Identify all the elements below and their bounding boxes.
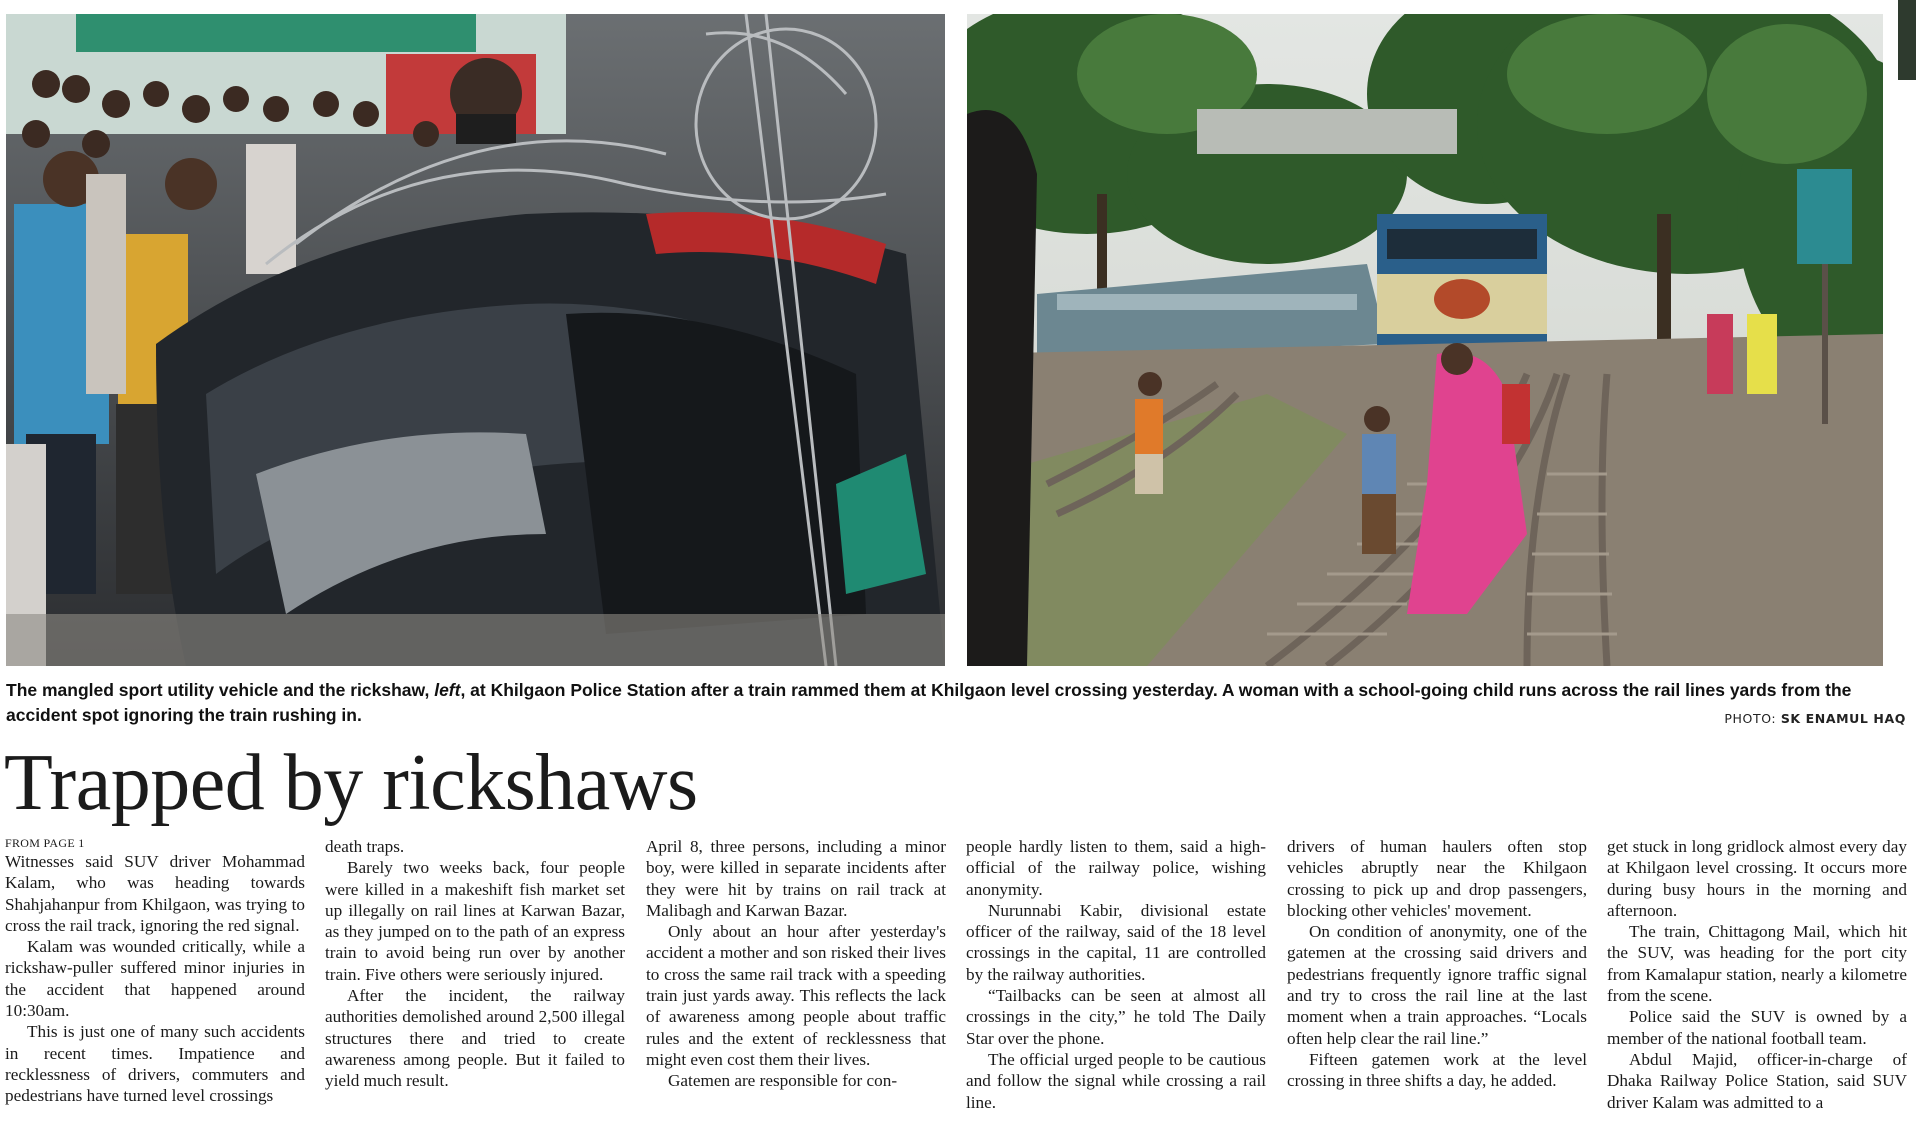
wrecked-vehicle-illustration [6, 14, 945, 666]
caption-text: The mangled sport utility vehicle and the rickshaw, [6, 680, 435, 700]
article-column-4 [966, 836, 1266, 1139]
paragraph: “Tailbacks can be seen at almost all crossings in the city,” he told The Daily Star over the phone. [966, 986, 1266, 1048]
paragraph: Abdul Majid, officer-in-charge of Dhaka Railway Police Station, said SUV driver Kalam was admitted to a [1607, 1049, 1907, 1112]
wrecked-vehicle-photo [6, 14, 945, 666]
paragraph: drivers of human haulers often stop vehicles abruptly near the Khilgaon crossing to pick up and drop passengers, blocking other vehicles' movement. [1287, 837, 1587, 920]
paragraph: Nurunnabi Kabir, divisional estate officer of the railway, said of the 18 level crossings in the capital, 11 are controlled by the railway authorities. [966, 900, 1266, 984]
article-column-6 [1607, 836, 1907, 1139]
paragraph: Witnesses said SUV driver Mohammad Kalam, who was heading towards Shahjahanpur from Khilgaon, was trying to cross the rail track, ignoring the red signal. [5, 852, 305, 935]
paragraph: After the incident, the railway authorities demolished around 2,500 illegal structures there and tried to create awareness among people. But it failed to yield much result. [325, 986, 625, 1091]
paragraph: This is just one of many such accidents in recent times. Impatience and recklessness of drivers, commuters and pedestrians have turned level crossings [5, 1022, 305, 1106]
paragraph: Gatemen are responsible for con- [668, 1071, 898, 1091]
paragraph: Kalam was wounded critically, while a rickshaw-puller suffered minor injuries in the accident that happened around 10:30am. [5, 937, 305, 1021]
paragraph: get stuck in long gridlock almost every day at Khilgaon level crossing. It occurs more during busy hours in the morning and afternoon. [1607, 837, 1907, 920]
adjacent-page-edge [1898, 0, 1916, 80]
caption-italic: left [434, 680, 461, 700]
paragraph: On condition of anonymity, one of the gatemen at the crossing said drivers and pedestrians frequently ignore traffic signal and try to cross the rail line at the last moment when a train approaches. “Locals often help clear the rail line.” [1287, 922, 1587, 1048]
paragraph: Fifteen gatemen work at the level crossing in three shifts a day, he added. [1287, 1049, 1587, 1091]
photo-credit [1724, 711, 1906, 726]
paragraph: death traps. [325, 837, 405, 856]
rail-crossing-illustration [967, 14, 1883, 666]
paragraph: The official urged people to be cautious and follow the signal while crossing a rail line. [966, 1049, 1266, 1112]
jump-line: FROM PAGE 1 [5, 836, 85, 850]
photo-caption [6, 678, 1886, 728]
paragraph: Police said the SUV is owned by a member of the national football team. [1607, 1007, 1907, 1048]
article-column-3 [646, 836, 946, 1139]
paragraph: Barely two weeks back, four people were killed in a makeshift fish market set up illegally on rail lines at Karwan Bazar, as they jumped on to the path of an express train to avoid being run over by another train. Five others were seriously injured. [325, 858, 625, 984]
rail-crossing-photo [967, 14, 1883, 666]
paragraph: April 8, three persons, including a minor boy, were killed in separate incidents after they were hit by trains on rail track at Malibagh and Karwan Bazar. [646, 837, 946, 920]
photographer-name: SK ENAMUL HAQ [1780, 711, 1906, 726]
article-column-2 [325, 836, 625, 1139]
paragraph: Only about an hour after yesterday's accident a mother and son risked their lives to cross the same rail track with a speeding train just yards away. This reflects the lack of awareness among people about traffic rules and the extent of recklessness that might even cost them their lives. [646, 922, 946, 1069]
headline: Trapped by rickshaws [4, 739, 698, 827]
article-column-1 [5, 836, 305, 1139]
article-column-5 [1287, 836, 1587, 1139]
caption-text-continued: , at Khilgaon Police Station after a train rammed them at Khilgaon level crossing yesterday. A woman with a school-going child runs across the rail lines yards from the accident spot ignoring the train rushing in. [6, 680, 1852, 725]
paragraph: The train, Chittagong Mail, which hit the SUV, was heading for the port city from Kamalapur station, nearly a kilometre from the scene. [1607, 922, 1907, 1006]
paragraph: people hardly listen to them, said a high-official of the railway police, wishing anonymity. [966, 837, 1266, 899]
photo-credit-label: PHOTO: [1724, 711, 1781, 726]
